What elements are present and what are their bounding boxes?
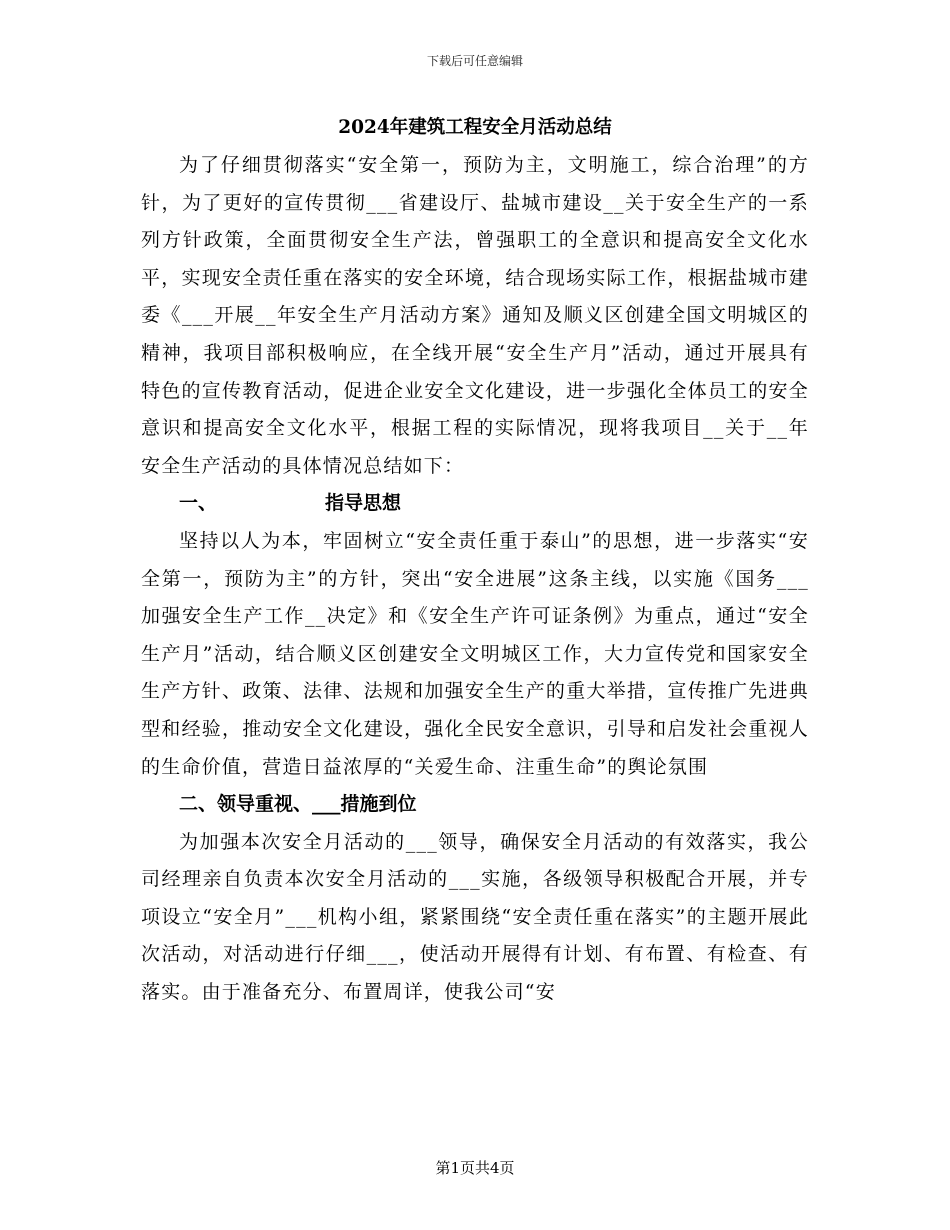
page-header-note: 下载后可任意编辑	[426, 54, 523, 68]
section-2-heading: 二、领导重视、___措施到位	[179, 793, 417, 816]
document-title: 2024年建筑工程安全月活动总结	[338, 117, 612, 138]
section-1-heading	[141, 485, 809, 523]
page-footer-number: 第1页共4页	[435, 1159, 515, 1177]
section-1-title: 指导思想	[325, 492, 402, 515]
section-1-paragraph: 坚持以人为本，牢固树立“安全责任重于泰山”的思想，进一步落实“安全第一，预防为主”的方针，突出“安全进展”这条主线，以实施《国务___加强安全生产工作__决定》和《安全生产许可证条例》为重点，通过“安全生产月”活动，结合顺义区创建安全文明城区工作，大力宣传党和国家安全生产方针、政策、法律、法规和加强安全生产的重大举措，宣传推广先进典型和经验，推动安全文化建设，强化全民安全意识，引导和启发社会重视人的生命价值，营造日益浓厚的“关爱生命、注重生命”的舆论氛围	[141, 529, 809, 778]
document-body	[141, 109, 809, 1012]
section-1-number: 一、	[179, 492, 218, 515]
section-2-paragraph: 为加强本次安全月活动的___领导，确保安全月活动的有效落实，我公司经理亲自负责本次安全月活动的___实施，各级领导积极配合开展，并专项设立“安全月”___机构小组，紧紧围绕“安全责任重在落实”的主题开展此次活动，对活动进行仔细___，使活动开展得有计划、有布置、有检查、有落实。由于准备充分、布置周详，使我公司“安	[141, 830, 809, 1004]
intro-paragraph: 为了仔细贯彻落实“安全第一，预防为主，文明施工，综合治理”的方针，为了更好的宣传贯彻___省建设厅、盐城市建设__关于安全生产的一系列方针政策，全面贯彻安全生产法，曾强职工的全意识和提高安全文化水平，实现安全责任重在落实的安全环境，结合现场实际工作，根据盐城市建委《___开展__年安全生产月活动方案》通知及顺义区创建全国文明城区的精神，我项目部积极响应，在全线开展“安全生产月”活动，通过开展具有特色的宣传教育活动，促进企业安全文化建设，进一步强化全体员工的安全意识和提高安全文化水平，根据工程的实际情况，现将我项目__关于__年安全生产活动的具体情况总结如下：	[141, 154, 809, 477]
